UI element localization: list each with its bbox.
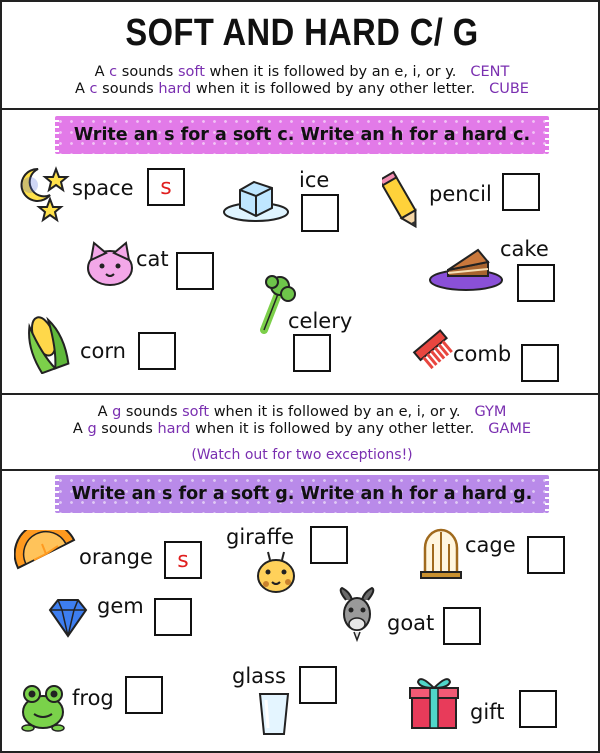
exceptions-note: (Watch out for two exceptions!): [191, 447, 413, 463]
rule-text: when it is followed by any other letter.: [191, 81, 476, 97]
answer-box-space[interactable]: s: [147, 168, 185, 206]
word-celery: celery: [288, 309, 353, 333]
answer-box-cat[interactable]: [176, 252, 214, 290]
rule-kind: soft: [177, 64, 205, 80]
word-cake: cake: [500, 237, 549, 261]
rule-text: sounds: [97, 81, 159, 97]
cat-icon: [82, 240, 138, 288]
orange-slice-icon: [14, 530, 78, 574]
answer-box-pencil[interactable]: [502, 173, 540, 211]
gift-icon: [406, 670, 462, 732]
g-instruction-banner: [55, 475, 549, 513]
gem-icon: [46, 598, 90, 638]
word-pencil: pencil: [429, 182, 492, 206]
frog-icon: [16, 680, 70, 732]
rule-kind: soft: [182, 404, 210, 420]
word-cage: cage: [465, 533, 516, 557]
rule-letter: g: [112, 404, 122, 420]
answer-box-cake[interactable]: [517, 264, 555, 302]
word-corn: corn: [80, 339, 126, 363]
comb-icon: [406, 314, 456, 378]
glass-icon: [256, 690, 292, 738]
word-goat: goat: [387, 611, 435, 635]
rule-text: when it is followed by an e, i, or y.: [209, 404, 461, 420]
g-banner-text: Write an s for a soft g. Write an h for a hard g.: [71, 484, 533, 504]
divider: [2, 469, 600, 471]
word-ice: ice: [299, 168, 330, 192]
answer-box-gift[interactable]: [519, 690, 557, 728]
g-rule-soft: [2, 404, 600, 421]
divider: [2, 108, 600, 110]
giraffe-icon: [250, 550, 302, 598]
answer-box-celery[interactable]: [293, 334, 331, 372]
rule-text: sounds: [117, 64, 178, 80]
goat-icon: [332, 586, 382, 642]
word-space: space: [72, 176, 134, 200]
g-rule-hard: [2, 421, 600, 438]
rule-text: when it is followed by an e, i, or y.: [204, 64, 457, 80]
answer-box-goat[interactable]: [443, 607, 481, 645]
rule-kind: hard: [158, 81, 192, 97]
rule-example: GAME: [488, 421, 532, 437]
page-title: SOFT AND HARD C/ G: [125, 12, 479, 54]
answer-box-corn[interactable]: [138, 332, 176, 370]
moon-stars-icon: [16, 165, 72, 227]
rule-text: sounds: [96, 421, 158, 437]
rule-letter: c: [89, 81, 98, 97]
birdcage-icon: [417, 522, 465, 582]
cake-icon: [428, 242, 504, 292]
answer-box-giraffe[interactable]: [310, 526, 348, 564]
answer-box-cage[interactable]: [527, 536, 565, 574]
rule-example: GYM: [474, 404, 507, 420]
rule-text: when it is followed by any other letter.: [190, 421, 475, 437]
ice-cube-icon: [220, 174, 300, 224]
word-frog: frog: [72, 686, 114, 710]
corn-icon: [22, 312, 70, 374]
rule-example: CENT: [470, 64, 510, 80]
word-gift: gift: [470, 700, 505, 724]
word-comb: comb: [453, 342, 512, 366]
answer-box-glass[interactable]: [299, 666, 337, 704]
word-gem: gem: [97, 594, 144, 618]
rule-text: A: [75, 81, 90, 97]
answer-box-gem[interactable]: [154, 598, 192, 636]
word-glass: glass: [232, 664, 286, 688]
answer-box-orange[interactable]: s: [164, 541, 202, 579]
word-orange: orange: [79, 545, 153, 569]
rule-letter: g: [87, 421, 97, 437]
c-banner-text: Write an s for a soft c. Write an h for a hard c.: [73, 125, 531, 145]
pencil-icon: [382, 170, 422, 236]
answer-box-frog[interactable]: [125, 676, 163, 714]
c-instruction-banner: [55, 116, 549, 154]
c-rule-hard: [2, 81, 600, 98]
word-giraffe: giraffe: [226, 525, 295, 549]
word-cat: cat: [136, 247, 169, 271]
rule-letter: c: [109, 64, 118, 80]
rule-text: A: [72, 421, 88, 437]
divider: [2, 393, 600, 395]
answer-box-comb[interactable]: [521, 344, 559, 382]
rule-kind: hard: [157, 421, 191, 437]
rule-text: A: [97, 404, 113, 420]
c-rule-soft: [2, 64, 600, 81]
rule-text: A: [94, 64, 110, 80]
answer-box-ice[interactable]: [301, 194, 339, 232]
rule-example: CUBE: [489, 81, 529, 97]
rule-text: sounds: [121, 404, 183, 420]
